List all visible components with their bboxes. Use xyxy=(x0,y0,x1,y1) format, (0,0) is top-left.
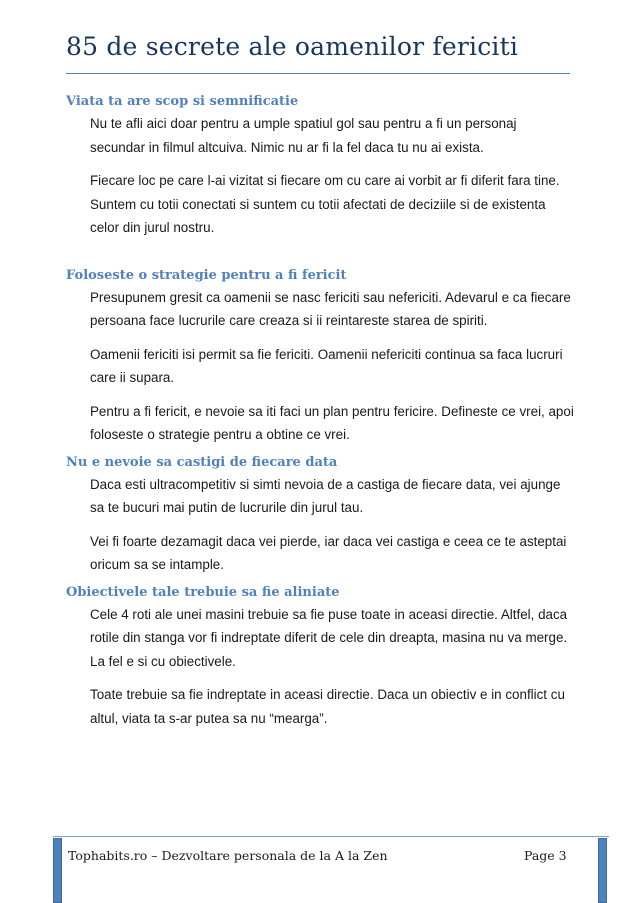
paragraph: Nu te afli aici doar pentru a umple spatiul gol sau pentru a fi un personaj secundar in filmul altcuiva. Nimic nu ar fi la fel daca tu nu ai exista. xyxy=(90,116,517,155)
section-aligned-goals xyxy=(66,583,574,731)
section-purpose xyxy=(66,92,574,240)
section-heading: Obiectivele tale trebuie sa fie aliniate xyxy=(66,584,340,600)
page-title: 85 de secrete ale oamenilor fericiti xyxy=(66,32,519,61)
section-heading: Viata ta are scop si semnificatie xyxy=(66,94,299,109)
paragraph: Fiecare loc pe care l-ai vizitat si fiecare om cu care ai vorbit ar fi diferit fara tine. Suntem cu totii conectati si suntem cu totii afectati de deciziile si de existenta celor din jurul nostru. xyxy=(90,173,560,235)
section-winning xyxy=(66,453,574,577)
footer-left-bar xyxy=(53,838,62,903)
paragraph: Vei fi foarte dezamagit daca vei pierde, iar daca vei castiga e ceea ce te asteptai oricum sa se intample. xyxy=(90,533,567,572)
document-body xyxy=(66,92,574,730)
paragraph: Toate trebuie sa fie indreptate in aceasi directie. Daca un obiectiv e in conflict cu altul, viata ta s-ar putea sa nu “mearga”. xyxy=(90,687,565,726)
page-number: Page 3 xyxy=(524,848,567,863)
paragraph: Daca esti ultracompetitiv si simti nevoia de a castiga de fiecare data, vei ajunge sa te bucuri mai putin de lucrurile din jurul tau. xyxy=(90,476,561,515)
footer-divider xyxy=(53,836,609,903)
section-heading: Nu e nevoie sa castigi de fiecare data xyxy=(66,454,338,470)
paragraph: Presupunem gresit ca oamenii se nasc fericiti sau nefericiti. Adevarul e ca fiecare persoana face lucrurile care creaza si ii reintareste starea de spiriti. xyxy=(90,289,571,328)
footer-text: Tophabits.ro – Dezvoltare personala de la A la Zen xyxy=(68,848,388,863)
title-underline xyxy=(66,73,570,74)
paragraph: Cele 4 roti ale unei masini trebuie sa fie puse toate in aceasi directie. Altfel, daca rotile din stanga vor fi indreptate diferit de cele din dreapta, masina nu va merge. La fel e si cu obiectivele. xyxy=(90,606,568,669)
section-heading: Foloseste o strategie pentru a fi fericit xyxy=(66,267,347,283)
section-strategy xyxy=(66,266,574,447)
paragraph: Pentru a fi fericit, e nevoie sa iti faci un plan pentru fericire. Defineste ce vrei, apoi foloseste o strategie pentru a obtine ce vrei. xyxy=(90,403,574,442)
paragraph: Oamenii fericiti isi permit sa fie fericiti. Oamenii nefericiti continua sa faca lucruri care ii supara. xyxy=(90,346,563,385)
footer-right-bar xyxy=(598,838,607,903)
